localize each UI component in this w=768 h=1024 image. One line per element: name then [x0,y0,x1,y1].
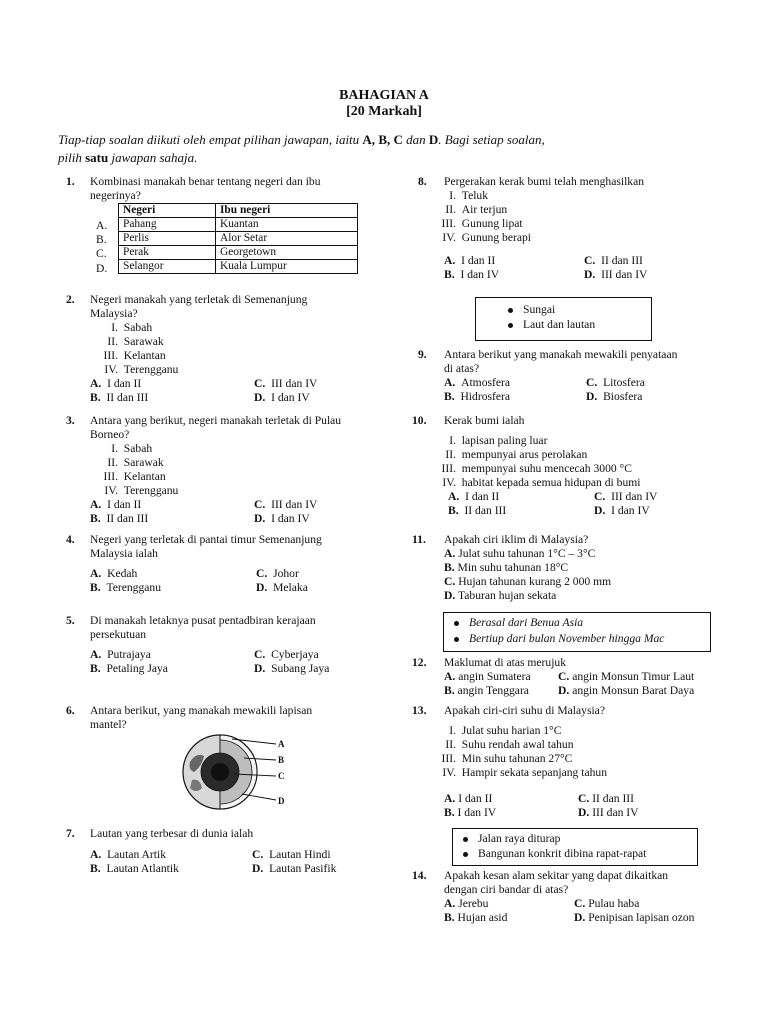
question-text: Kombinasi manakah benar tentang negeri dan ibu [90,175,321,188]
option-c[interactable]: C. III dan IV [254,498,318,511]
roman-item: II. mempunyai arus perolakan [445,448,588,461]
label-d[interactable]: D [278,796,285,806]
option-c[interactable]: C. II dan III [578,792,635,805]
question-number: 6. [66,704,75,717]
roman-item: II. Sarawak [107,335,164,348]
roman-item: I. Sabah [111,321,153,334]
question-number: 12. [412,656,427,669]
option-b[interactable]: B. angin Tenggara [444,684,529,697]
option-letter[interactable]: D. [96,262,108,275]
option-c[interactable]: C. Pulau haba [574,897,640,910]
question-text: Di manakah letaknya pusat pentadbiran kerajaan [90,614,316,627]
question-text: Lautan yang terbesar di dunia ialah [90,827,254,840]
question-13 [412,704,718,822]
option-c[interactable]: C. Johor [256,567,299,580]
option-d[interactable]: D. Penipisan lapisan ozon [574,911,695,924]
table-row [119,246,358,260]
bullet-item: Jalan raya diturap [463,832,560,846]
bullet-icon [508,308,513,313]
question-number: 4. [66,533,75,546]
question-number: 3. [66,414,75,427]
question-number: 9. [418,348,427,361]
question-text: Maklumat di atas merujuk [444,656,567,669]
question-text: Malaysia? [90,307,138,320]
question-text: persekutuan [90,628,147,641]
stimulus-box-q14 [452,828,698,866]
question-number: 7. [66,827,75,840]
question-number: 10. [412,414,427,427]
question-9 [418,348,718,406]
bullet-icon [454,621,459,626]
question-text: Kerak bumi ialah [444,414,525,427]
inner-core [211,763,229,781]
option-c[interactable]: C. Cyberjaya [254,648,319,661]
option-d[interactable]: D. Melaka [256,581,308,594]
roman-item: II. Air terjun [445,203,508,216]
question-text: Apakah ciri iklim di Malaysia? [444,533,589,546]
question-number: 5. [66,614,75,627]
section-title: BAHAGIAN A [339,88,429,103]
option-letter[interactable]: A. [96,219,108,232]
question-12 [412,656,718,700]
roman-item: I. Julat suhu harian 1°C [449,724,562,737]
table-cell: Pahang [119,218,216,232]
table-cell: Perak [119,246,216,260]
label-a[interactable]: A [278,739,285,749]
option-a[interactable]: A. Putrajaya [90,648,151,661]
option-a[interactable]: A. Atmosfera [444,376,511,389]
earth-layers-diagram [180,732,304,814]
option-a[interactable]: A. I dan II [90,377,142,390]
roman-item: I. Teluk [449,189,489,202]
table-header-row [119,204,358,218]
option-d[interactable]: D. Biosfera [586,390,643,403]
roman-item: III. Kelantan [103,470,166,483]
option-b[interactable]: B. Hujan asid [444,911,508,924]
option-c[interactable]: C. III dan IV [254,377,318,390]
question-text: Apakah ciri-ciri suhu di Malaysia? [444,704,605,717]
option-b[interactable]: B. Petaling Jaya [90,662,168,675]
option-a[interactable]: A. I dan II [444,254,496,267]
bullet-item: Bangunan konkrit dibina rapat-rapat [463,847,646,861]
table-row [119,260,358,274]
question-number: 8. [418,175,427,188]
option-a[interactable]: A. Julat suhu tahunan 1°C – 3°C [444,547,596,560]
option-d[interactable]: D. Subang Jaya [254,662,330,675]
option-b[interactable]: B. II dan III [90,512,149,525]
column-header: Ibu negeri [216,204,358,218]
table-cell: Georgetown [216,246,358,260]
roman-item: III. Gunung lipat [441,217,523,230]
option-d[interactable]: D. III dan IV [584,268,648,281]
column-header: Negeri [119,204,216,218]
question-text: Pergerakan kerak bumi telah menghasilkan [444,175,645,188]
option-b[interactable]: B. II dan III [448,504,507,517]
question-text: Malaysia ialah [90,547,158,560]
roman-item: IV. habitat kepada semua hidupan di bumi [442,476,641,489]
question-number: 2. [66,293,75,306]
question-number: 14. [412,869,427,882]
question-text: Negeri yang terletak di pantai timur Semenanjung [90,533,322,546]
option-b[interactable]: B. Hidrosfera [444,390,511,403]
question-2 [66,293,406,408]
option-letter[interactable]: C. [96,247,107,260]
bullet-item: Laut dan lautan [508,318,595,332]
option-a[interactable]: A. angin Sumatera [444,670,531,683]
question-text: Antara berikut yang manakah mewakili penyataan [444,348,678,361]
bullet-item: Bertiup dari bulan November hingga Mac [454,632,664,646]
stimulus-box-q9 [475,297,652,341]
roman-item: IV. Gunung berapi [442,231,532,244]
option-letter[interactable]: B. [96,233,107,246]
bullet-icon [463,852,468,857]
question-1 [66,175,406,280]
option-a[interactable]: A. I dan II [444,792,493,805]
roman-item: II. Suhu rendah awal tahun [445,738,574,751]
option-c[interactable]: C. II dan III [584,254,643,267]
bullet-item: Sungai [508,303,555,317]
label-c[interactable]: C [278,771,285,781]
option-b[interactable]: B. I dan IV [444,268,500,281]
table-row [119,232,358,246]
option-d[interactable]: D. I dan IV [254,512,310,525]
table-cell: Selangor [119,260,216,274]
question-14 [412,869,718,927]
option-d[interactable]: D. Taburan hujan sekata [444,589,557,602]
option-c[interactable]: C. III dan IV [594,490,658,503]
option-c[interactable]: C. Litosfera [586,376,645,389]
option-d[interactable]: D. I dan IV [594,504,650,517]
option-b[interactable]: B. Min suhu tahunan 18°C [444,561,569,574]
option-b[interactable]: B. I dan IV [444,806,497,819]
option-b[interactable]: B. Lautan Atlantik [90,862,179,875]
option-d[interactable]: D. III dan IV [578,806,639,819]
option-b[interactable]: B. Terengganu [90,581,161,594]
table-cell: Kuala Lumpur [216,260,358,274]
section-marks: [20 Markah] [346,104,422,119]
question-11 [412,533,718,603]
roman-item: IV. Terengganu [104,363,179,376]
bullet-icon [508,323,513,328]
option-b[interactable]: B. II dan III [90,391,149,404]
stimulus-box-q12 [443,612,711,652]
roman-item: I. Sabah [111,442,153,455]
option-d[interactable]: D. I dan IV [254,391,310,404]
roman-item: III. Min suhu tahunan 27°C [441,752,573,765]
option-a[interactable]: A. Jerebu [444,897,489,910]
option-d[interactable]: D. Lautan Pasifik [252,862,337,875]
roman-item: IV. Hampir sekata sepanjang tahun [442,766,607,779]
question-number: 1. [66,175,75,188]
roman-item: IV. Terengganu [104,484,179,497]
question-3 [66,414,406,529]
question-6 [66,704,406,816]
option-a[interactable]: A. Lautan Artik [90,848,166,861]
table-cell: Kuantan [216,218,358,232]
question-text: Apakah kesan alam sekitar yang dapat dikaitkan [444,869,669,882]
option-c[interactable]: C. Hujan tahunan kurang 2 000 mm [444,575,612,588]
question-number: 11. [412,533,426,546]
question-text: di atas? [444,362,480,375]
question-text: mantel? [90,718,127,731]
question-7 [66,827,406,877]
option-c[interactable]: C. angin Monsun Timur Laut [558,670,695,683]
question-text: negerinya? [90,189,141,202]
state-capital-table [118,203,358,274]
table-cell: Alor Setar [216,232,358,246]
option-a[interactable]: A. I dan II [90,498,142,511]
table-row [119,218,358,232]
roman-item: II. Sarawak [107,456,164,469]
bullet-item: Berasal dari Benua Asia [454,616,583,630]
option-c[interactable]: C. Lautan Hindi [252,848,331,861]
question-8 [418,175,718,285]
roman-item: III. mempunyai suhu mencecah 3000 °C [441,462,632,475]
table-cell: Perlis [119,232,216,246]
question-5 [66,614,406,678]
roman-item: III. Kelantan [103,349,166,362]
option-d[interactable]: D. angin Monsun Barat Daya [558,684,695,697]
question-4 [66,533,406,597]
question-text: Negeri manakah yang terletak di Semenanjung [90,293,308,306]
option-a[interactable]: A. Kedah [90,567,138,580]
instructions: Tiap-tiap soalan diikuti oleh empat pilihan jawapan, iaitu A, B, C dan D. Bagi setiap soalan, pilih satu jawapan sahaja. [58,132,545,165]
question-text: Antara yang berikut, negeri manakah terletak di Pulau [90,414,342,427]
label-b[interactable]: B [278,755,285,765]
question-10 [412,414,718,522]
question-text: Borneo? [90,428,130,441]
roman-item: I. lapisan paling luar [449,434,548,447]
bullet-icon [454,637,459,642]
bullet-icon [463,837,468,842]
question-number: 13. [412,704,427,717]
question-text: Antara berikut, yang manakah mewakili lapisan [90,704,313,717]
question-text: dengan ciri bandar di atas? [444,883,569,896]
option-a[interactable]: A. I dan II [448,490,500,503]
